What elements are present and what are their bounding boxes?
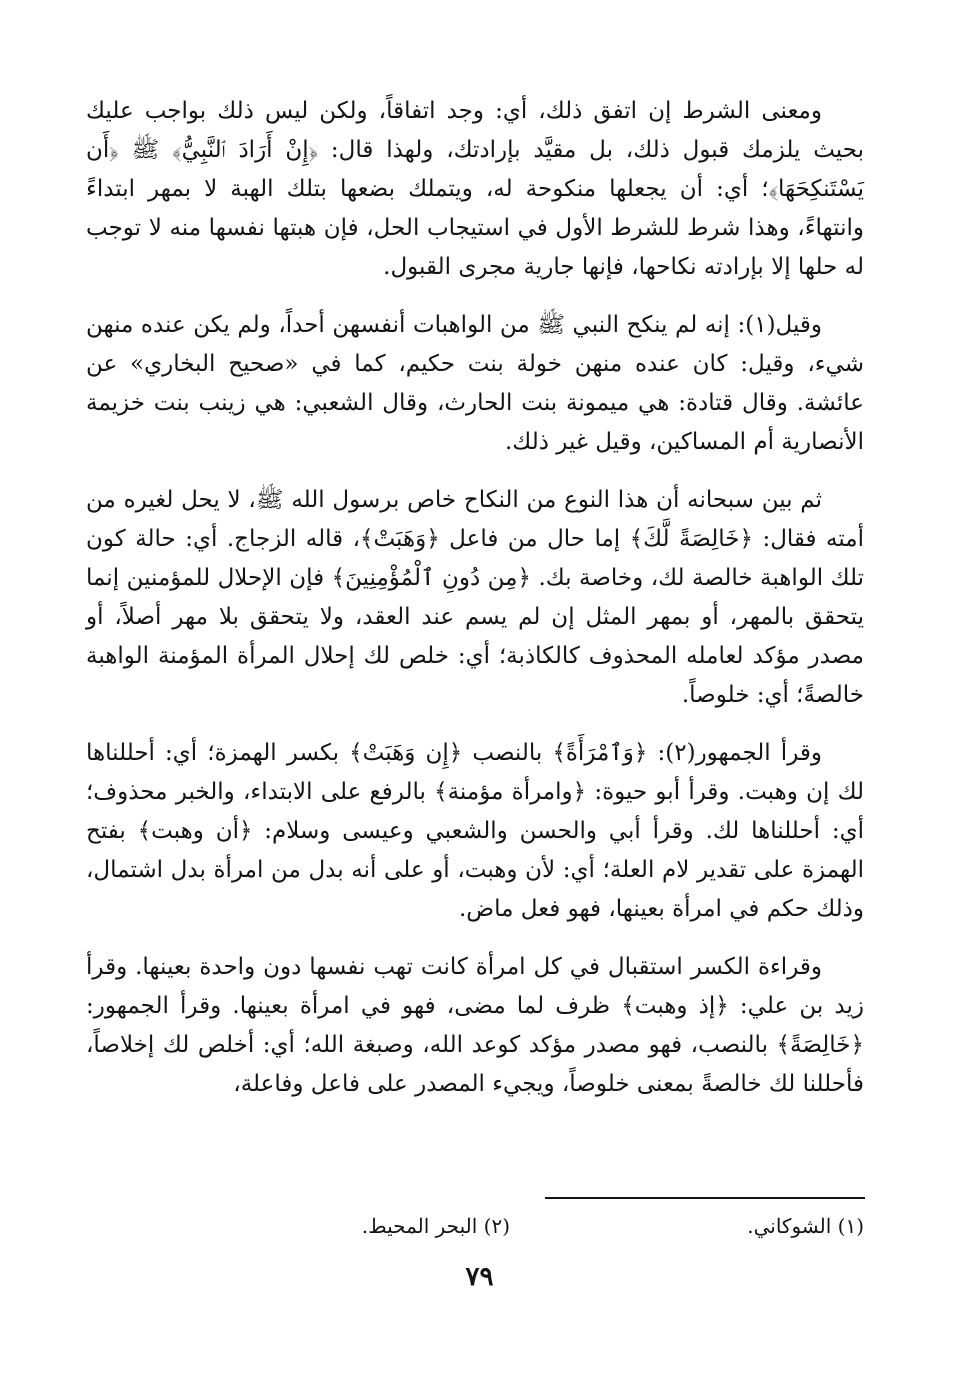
paragraph-4: وقرأ الجمهور(٢): ﴿وَٱمْرَأَةً﴾ بالنصب ﴿إِن وَهَبَتْ﴾ بكسر الهمزة؛ أي: أحللناها لك إن وهبت. وقرأ أبو حيوة: ﴿وامرأة مؤمنة﴾ بالرفع على الابتداء، والخبر محذوف؛ أي: أحللناها لك. وقرأ أبي والحسن والشعبي وعيسى وسلام: ﴿أن وهبت﴾ بفتح الهمزة على تقدير لام العلة؛ أي: لأن وهبت، أو على أنه بدل من امرأة بدل اشتمال، وذلك حكم في امرأة بعينها، فهو فعل ماض. bbox=[86, 740, 864, 922]
page-number: ٧٩ bbox=[465, 1262, 494, 1292]
footnote-1: (١) الشوكاني. bbox=[747, 1214, 864, 1238]
footnote-2: (٢) البحر المحيط. bbox=[361, 1214, 510, 1238]
paragraph-2: وقيل(١): إنه لم ينكح النبي ﷺ من الواهبات أنفسهن أحداً، ولم يكن عنده منهن شيء، وقيل: كان عنده منهن خولة بنت حكيم، كما في «صحيح البخاري» عن عائشة. وقال قتادة: هي ميمونة بنت الحارث، وقال الشعبي: هي زينب بنت خزيمة الأنصارية أم المساكين، وقيل غير ذلك. bbox=[86, 312, 864, 455]
footnote-divider bbox=[545, 1197, 865, 1199]
paragraph-3: ثم بين سبحانه أن هذا النوع من النكاح خاص برسول الله ﷺ، لا يحل لغيره من أمته فقال: ﴿خَالِصَةً لَّكَ﴾ إما حال من فاعل ﴿وَهَبَتْ﴾، قاله الزجاج. أي: حالة كون تلك الواهبة خالصة لك، وخاصة بك. ﴿مِن دُونِ ٱلْمُؤْمِنِينَ﴾ فإن الإحلال للمؤمنين إنما يتحقق بالمهر، أو بمهر المثل إن لم يسم عند العقد، ولا يتحقق بلا مهر أصلاً، أو مصدر مؤكد لعامله المحذوف كالكاذبة؛ أي: خلص لك إحلال المرأة المؤمنة الواهبة خالصةً؛ أي: خلوصاً. bbox=[86, 487, 864, 708]
main-text-block bbox=[86, 92, 864, 1123]
paragraph-5: وقراءة الكسر استقبال في كل امرأة كانت تهب نفسها دون واحدة بعينها. وقرأ زيد بن علي: ﴿إذ وهبت﴾ ظرف لما مضى، فهو في امرأة بعينها. وقرأ الجمهور: ﴿خَالِصَةً﴾ بالنصب، فهو مصدر مؤكد كوعد الله، وصبغة الله؛ أي: أخلص لك إخلاصاً، فأحللنا لك خالصةً بمعنى خلوصاً، ويجيء المصدر على فاعل وفاعلة، bbox=[86, 954, 864, 1097]
paragraph-1: ومعنى الشرط إن اتفق ذلك، أي: وجد اتفاقاً، ولكن ليس ذلك بواجب عليك بحيث يلزمك قبول ذلك، بل مقيَّد بإرادتك، ولهذا قال: ﴿إِنْ أَرَادَ ٱلنَّبِيُّ﴾ ﷺ ﴿أَن يَسْتَنكِحَهَا﴾؛ أي: أن يجعلها منكوحة له، ويتملك بضعها بتلك الهبة لا بمهر ابتداءً وانتهاءً، وهذا شرط للشرط الأول في استيجاب الحل، فإن هبتها نفسها منه لا توجب له حلها إلا بإرادته نكاحها، فإنها جارية مجرى القبول. bbox=[86, 98, 864, 280]
